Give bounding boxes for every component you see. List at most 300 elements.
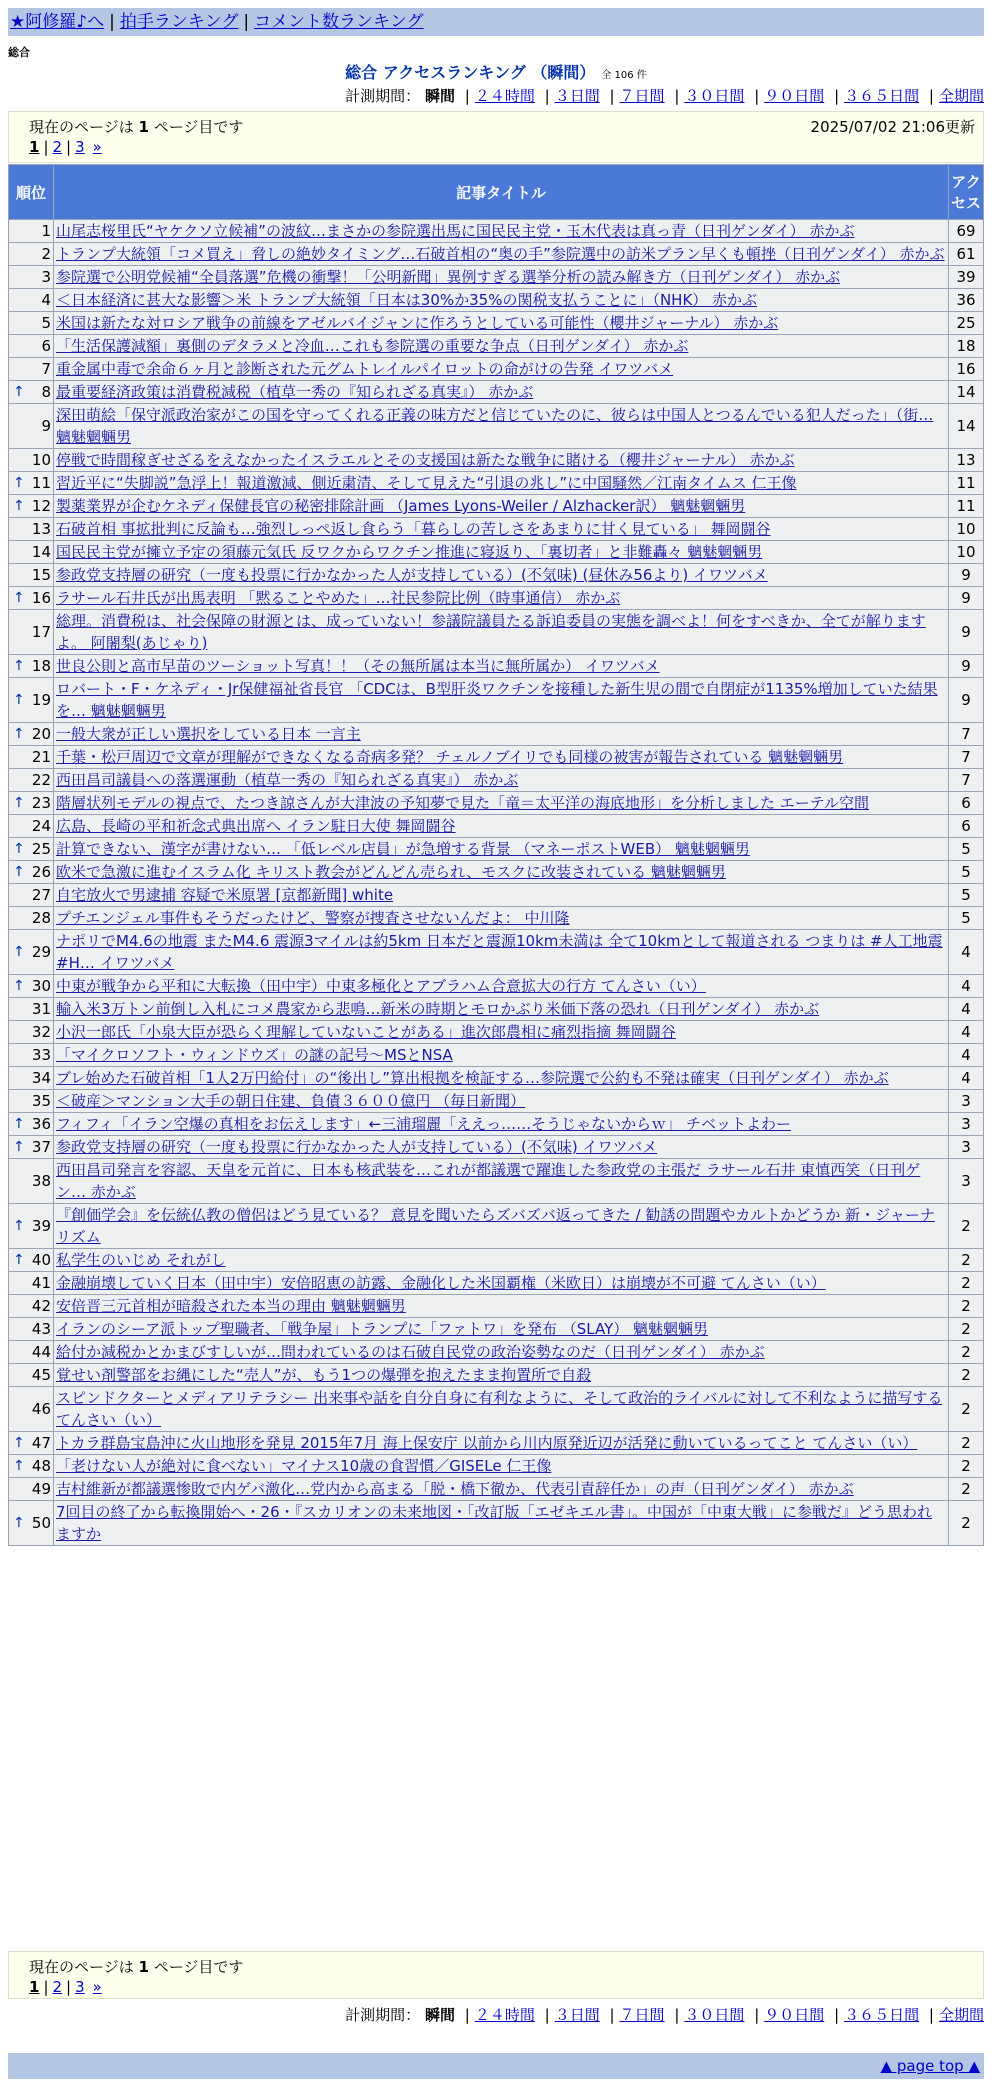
table-row (9, 1501, 983, 1545)
period-all-link[interactable]: 全期間 (938, 87, 984, 105)
rank-cell (9, 335, 53, 357)
category-label: 総合 (8, 46, 30, 59)
rank-cell (9, 678, 53, 722)
access-count: 5 (949, 838, 983, 860)
rank-number: 14 (31, 543, 51, 561)
rank-cell (9, 746, 53, 768)
header-title: 記事タイトル (54, 165, 948, 219)
rank-number: 30 (31, 977, 51, 995)
title-cell (54, 243, 948, 265)
pager-bottom (8, 1951, 984, 1999)
rank-up-arrow-icon: ↑ (13, 498, 25, 514)
access-count: 11 (949, 472, 983, 494)
rank-cell (9, 838, 53, 860)
page-separator: | (66, 138, 72, 156)
period-7d-link[interactable]: ７日間 (619, 87, 665, 105)
article-link[interactable]: 西田昌司発言を容認、天皇を元首に、日本も核武装を…これが都議選で躍進した参政党の主張だ ラサール石井 東慎西笑（日刊ゲン… 赤かぶ (56, 1161, 921, 1201)
table-row (9, 358, 983, 380)
table-row (9, 1455, 983, 1477)
title-cell (54, 746, 948, 768)
title-cell (54, 1249, 948, 1271)
table-row (9, 1364, 983, 1386)
table-row (9, 815, 983, 837)
rank-cell (9, 1295, 53, 1317)
rank-up-arrow-icon: ↑ (13, 944, 25, 960)
access-count: 7 (949, 746, 983, 768)
table-row (9, 335, 983, 357)
updated-timestamp: 2025/07/02 21:06更新 (810, 118, 975, 136)
rank-number: 20 (31, 725, 51, 743)
period-all-link[interactable]: 全期間 (938, 2006, 984, 2024)
period-label: 計測期間： (345, 2006, 421, 2024)
rank-cell (9, 1387, 53, 1431)
rank-cell (9, 1113, 53, 1135)
table-row (9, 884, 983, 906)
article-link[interactable]: ＜破産＞マンション大手の朝日住建、負債３６００億円 （毎日新聞） (56, 1092, 526, 1110)
title-cell (54, 335, 948, 357)
rank-cell (9, 815, 53, 837)
rank-number: 50 (31, 1514, 51, 1532)
title-cell (54, 1136, 948, 1158)
rank-cell (9, 975, 53, 997)
page-1-current: 1 (29, 138, 40, 156)
access-count: 61 (949, 243, 983, 265)
rank-cell (9, 1249, 53, 1271)
title-cell (54, 1113, 948, 1135)
rank-up-arrow-icon: ↑ (13, 658, 25, 674)
rank-cell (9, 358, 53, 380)
rank-cell (9, 1272, 53, 1294)
rank-cell (9, 1067, 53, 1089)
title-cell (54, 884, 948, 906)
period-90d-link[interactable]: ９０日間 (764, 2006, 825, 2024)
article-link[interactable]: 石破首相 事拡批判に反論も…強烈しっぺ返し食らう「暮らしの苦しさをあまりに甘く見ている」 舞岡闘谷 (56, 520, 771, 538)
access-count: 4 (949, 975, 983, 997)
rank-number: 27 (31, 886, 51, 904)
ranking-table-body (9, 220, 983, 1545)
access-count: 3 (949, 1090, 983, 1112)
article-link[interactable]: 深田萌絵「保守派政治家がこの国を守ってくれる正義の味方だと信じていたのに、彼らは中国人とつるんでいる犯人だった」（街… 魑魅魍魎男 (56, 406, 934, 446)
title-cell (54, 404, 948, 448)
rank-number: 48 (31, 1457, 51, 1475)
rank-cell (9, 655, 53, 677)
article-link[interactable]: 自宅放火で男逮捕 容疑で米原署 [京都新聞] white (56, 886, 394, 904)
article-link[interactable]: トランプ大統領「コメ買え」脅しの絶妙タイミング…石破首相の“奥の手”参院選中の訪米プラン早くも頓挫（日刊ゲンダイ） 赤かぶ (56, 245, 945, 263)
access-count: 4 (949, 1044, 983, 1066)
article-link[interactable]: 西田昌司議員への落選運動（植草一秀の『知られざる真実』） 赤かぶ (56, 771, 519, 789)
title-cell (54, 998, 948, 1020)
rank-number: 33 (31, 1046, 51, 1064)
article-link[interactable]: フィフィ「イラン空爆の真相をお伝えします」←三浦瑠麗「ええっ……そうじゃないからｗ」 チベットよわー (56, 1115, 791, 1133)
table-row (9, 472, 983, 494)
current-page-info-bottom (29, 1956, 243, 1977)
rank-cell (9, 1478, 53, 1500)
rank-number: 5 (41, 314, 51, 332)
article-link[interactable]: 国民民主党が擁立予定の須藤元気氏 反ワクからワクチン推進に寝返り、「裏切者」と非難轟々 魑魅魍魎男 (56, 543, 763, 561)
table-row (9, 1432, 983, 1454)
rank-number: 15 (31, 566, 51, 584)
page-separator: | (66, 1978, 72, 1996)
rank-number: 45 (31, 1366, 51, 1384)
rank-number: 41 (31, 1274, 51, 1292)
title-cell (54, 1341, 948, 1363)
rank-up-arrow-icon: ↑ (13, 475, 25, 491)
rank-number: 29 (31, 943, 51, 961)
table-row (9, 518, 983, 540)
access-count: 2 (949, 1341, 983, 1363)
title-cell (54, 1432, 948, 1454)
table-row (9, 975, 983, 997)
table-row (9, 495, 983, 517)
title-cell (54, 930, 948, 974)
period-selector-top (345, 85, 984, 106)
table-row (9, 998, 983, 1020)
rank-cell (9, 587, 53, 609)
rank-number: 10 (31, 451, 51, 469)
access-count: 2 (949, 1272, 983, 1294)
access-count: 4 (949, 1021, 983, 1043)
table-row (9, 1295, 983, 1317)
rank-up-arrow-icon: ↑ (13, 841, 25, 857)
rank-number: 32 (31, 1023, 51, 1041)
table-row (9, 541, 983, 563)
period-24h-link[interactable]: ２４時間 (474, 2006, 535, 2024)
article-link[interactable]: トカラ群島宝島沖に火山地形を発見 2015年7月 海上保安庁 以前から川内原発近辺が活発に動いているってこと てんさい（い） (56, 1434, 918, 1452)
period-separator: | (464, 2006, 470, 2024)
period-90d-link[interactable]: ９０日間 (764, 87, 825, 105)
title-cell (54, 1501, 948, 1545)
period-separator: | (609, 2006, 615, 2024)
article-link[interactable]: 7回目の終了から転換開始へ・26・『スカリオンの未来地図・「改訂版「エゼキエル書」。中国が「中東大戦」に参戦だ』どう思われますか (56, 1503, 932, 1543)
rank-cell (9, 1501, 53, 1545)
access-count: 9 (949, 564, 983, 586)
article-link[interactable]: 最重要経済政策は消費税減税（植草一秀の『知られざる真実』） 赤かぶ (56, 383, 534, 401)
period-3d-link[interactable]: ３日間 (554, 87, 600, 105)
rank-number: 22 (31, 771, 51, 789)
period-24h-link[interactable]: ２４時間 (474, 87, 535, 105)
period-30d-link[interactable]: ３０日間 (684, 87, 745, 105)
rank-up-arrow-icon: ↑ (13, 1116, 25, 1132)
page-title (0, 60, 992, 83)
access-count: 7 (949, 769, 983, 791)
period-3d-link[interactable]: ３日間 (554, 2006, 600, 2024)
next-page-link[interactable]: » (92, 1978, 102, 1996)
title-cell (54, 838, 948, 860)
article-link[interactable]: 小沢一郎氏「小泉大臣が恐らく理解していないことがある」進次郎農相に痛烈指摘 舞岡闘谷 (56, 1023, 676, 1041)
title-cell (54, 541, 948, 563)
period-separator: | (928, 2006, 934, 2024)
title-cell (54, 472, 948, 494)
rank-number: 23 (31, 794, 51, 812)
rank-up-arrow-icon: ↑ (13, 864, 25, 880)
period-30d-link[interactable]: ３０日間 (684, 2006, 745, 2024)
table-row (9, 746, 983, 768)
page-3-link[interactable]: 3 (75, 138, 85, 156)
page-2-link[interactable]: 2 (52, 138, 63, 156)
article-link[interactable]: 欧米で急激に進むイスラム化 キリスト教会がどんどん売られ、モスクに改装されている 魑魅魍魎男 (56, 863, 726, 881)
current-page-info (29, 116, 243, 137)
rank-up-arrow-icon: ↑ (13, 1515, 25, 1531)
rank-cell (9, 1455, 53, 1477)
period-365d-link[interactable]: ３６５日間 (844, 87, 920, 105)
title-cell (54, 266, 948, 288)
rank-number: 47 (31, 1434, 51, 1452)
rank-number: 9 (41, 417, 51, 435)
article-link[interactable]: 「老けない人が絶対に食べない」マイナス10歳の食習慣／GISELe 仁王像 (56, 1457, 552, 1475)
rank-number: 40 (31, 1251, 51, 1269)
clap-ranking-link[interactable]: 拍手ランキング (119, 12, 239, 32)
rank-up-arrow-icon: ↑ (13, 590, 25, 606)
table-row (9, 792, 983, 814)
access-count: 39 (949, 266, 983, 288)
table-row (9, 678, 983, 722)
access-count: 2 (949, 1318, 983, 1340)
article-link[interactable]: イランのシーア派トップ聖職者、「戦争屋」トランプに「ファトワ」を発布 （SLAY） 魑魅魍魎男 (56, 1320, 709, 1338)
table-row (9, 1067, 983, 1089)
article-link[interactable]: 安倍晋三元首相が暗殺された本当の理由 魑魅魍魎男 (56, 1297, 406, 1315)
rank-number: 46 (31, 1400, 51, 1418)
title-cell (54, 975, 948, 997)
article-link[interactable]: 一般大衆が正しい選択をしている日本 一言主 (56, 725, 361, 743)
article-link[interactable]: 『創価学会』を伝統仏教の僧侶はどう見ている？ 意見を聞いたらズバズバ返ってきた / 勧誘の問題やカルトかどうか 新・ジャーナリズム (56, 1206, 935, 1246)
rank-cell (9, 220, 53, 242)
rank-cell (9, 449, 53, 471)
access-count: 4 (949, 1067, 983, 1089)
table-row (9, 769, 983, 791)
page-links-bottom (29, 1978, 102, 1996)
access-count: 5 (949, 884, 983, 906)
title-cell (54, 792, 948, 814)
access-count: 2 (949, 1478, 983, 1500)
rank-cell (9, 861, 53, 883)
rank-up-arrow-icon: ↑ (13, 1458, 25, 1474)
table-row (9, 1318, 983, 1340)
rank-number: 18 (31, 657, 51, 675)
access-count: 11 (949, 495, 983, 517)
rank-number: 16 (31, 589, 51, 607)
table-row (9, 243, 983, 265)
header-rank: 順位 (9, 165, 53, 219)
table-row (9, 1159, 983, 1203)
rank-number: 36 (31, 1115, 51, 1133)
title-cell (54, 861, 948, 883)
rank-number: 8 (41, 383, 51, 401)
table-row (9, 449, 983, 471)
access-count: 3 (949, 1113, 983, 1135)
access-count: 2 (949, 1249, 983, 1271)
title-cell (54, 289, 948, 311)
page-prefix: 現在のページは (29, 118, 134, 136)
access-count: 3 (949, 1159, 983, 1203)
period-separator: | (674, 87, 680, 105)
rank-cell (9, 1044, 53, 1066)
rank-cell (9, 1341, 53, 1363)
rank-up-arrow-icon: ↑ (13, 384, 25, 400)
access-count: 2 (949, 1204, 983, 1248)
access-count: 9 (949, 610, 983, 654)
title-cell (54, 769, 948, 791)
rank-cell (9, 404, 53, 448)
article-link[interactable]: 米国は新たな対ロシア戦争の前線をアゼルバイジャンに作ろうとしている可能性（櫻井ジャーナル） 赤かぶ (56, 314, 779, 332)
rank-up-arrow-icon: ↑ (13, 726, 25, 742)
total-count: 全 106 件 (601, 70, 647, 81)
article-link[interactable]: 中東が戦争から平和に大転換（田中宇）中東多極化とアブラハム合意拡大の行方 てんさい（い） (56, 977, 706, 995)
article-link[interactable]: 世良公則と高市早苗のツーショット写真！！（その無所属は本当に無所属か） イワツバメ (56, 657, 660, 675)
table-row (9, 220, 983, 242)
table-row (9, 266, 983, 288)
page-suffix: ページ目です (153, 1958, 244, 1976)
article-link[interactable]: 「マイクロソフト・ウィンドウズ」の謎の記号〜MSとNSA (56, 1046, 453, 1064)
access-count: 6 (949, 792, 983, 814)
table-row (9, 655, 983, 677)
title-cell (54, 1204, 948, 1248)
title-cell (54, 495, 948, 517)
article-link[interactable]: 金融崩壊していく日本（田中宇）安倍昭恵の訪露、金融化した米国覇権（米欧日）は崩壊が不可避 てんさい（い） (56, 1274, 826, 1292)
article-link[interactable]: 吉村維新が都議選惨敗で内ゲバ激化…党内から高まる「脱・橋下徹か、代表引責辞任か」の声（日刊ゲンダイ） 赤かぶ (56, 1480, 854, 1498)
article-link[interactable]: 総理。消費税は、社会保障の財源とは、成っていない！参議院議員たる訴追委員の実態を調べよ！何をすべきか、全てが解りますよ。 阿闍梨(あじゃり) (56, 612, 926, 652)
table-row (9, 1478, 983, 1500)
period-separator: | (544, 87, 550, 105)
rank-number: 3 (41, 268, 51, 286)
title-cell (54, 564, 948, 586)
rank-cell (9, 564, 53, 586)
rank-number: 25 (31, 840, 51, 858)
rank-cell (9, 930, 53, 974)
table-row (9, 610, 983, 654)
access-count: 10 (949, 541, 983, 563)
table-row (9, 1113, 983, 1135)
period-7d-link[interactable]: ７日間 (619, 2006, 665, 2024)
access-count: 9 (949, 655, 983, 677)
article-link[interactable]: 山尾志桜里氏“ヤケクソ立候補”の波紋…まさかの参院選出馬に国民民主党・玉木代表は真っ青（日刊ゲンダイ） 赤かぶ (56, 222, 855, 240)
title-cell (54, 678, 948, 722)
table-row (9, 838, 983, 860)
article-link[interactable]: 重金属中毒で余命６ヶ月と診断された元グムトレイルパイロットの命がけの告発 イワツバメ (56, 360, 674, 378)
rank-cell (9, 289, 53, 311)
article-link[interactable]: 給付か減税かとかまびすしいが…問われているのは石破自民党の政治姿勢なのだ（日刊ゲンダイ） 赤かぶ (56, 1343, 765, 1361)
ranking-table (8, 164, 984, 1546)
article-link[interactable]: 計算できない、漢字が書けない… 「低レベル店員」が急増する背景 （マネーポストWEB） 魑魅魍魎男 (56, 840, 750, 858)
article-link[interactable]: 「生活保護減額」裏側のデタラメと冷血…これも参院選の重要な争点（日刊ゲンダイ） 赤かぶ (56, 337, 689, 355)
page-prefix: 現在のページは (29, 1958, 134, 1976)
article-link[interactable]: 参政党支持層の研究（一度も投票に行かなかった人が支持している）(不気味) (昼休み56より) イワツバメ (56, 566, 768, 584)
period-separator: | (609, 87, 615, 105)
access-count: 9 (949, 678, 983, 722)
title-cell (54, 1044, 948, 1066)
rank-number: 4 (41, 291, 51, 309)
page-top-link[interactable]: ▲ page top ▲ (880, 2057, 980, 2075)
rank-number: 19 (31, 691, 51, 709)
article-link[interactable]: 参政党支持層の研究（一度も投票に行かなかった人が支持している）(不気味) イワツバメ (56, 1138, 658, 1156)
rank-number: 2 (41, 245, 51, 263)
title-cell (54, 358, 948, 380)
table-row (9, 861, 983, 883)
top-nav-bar (8, 8, 984, 36)
title-cell (54, 1272, 948, 1294)
period-current: 瞬間 (424, 87, 455, 105)
page-separator: | (43, 1978, 49, 1996)
article-link[interactable]: 階層状列モデルの視点で、たつき諒さんが大津波の予知夢で見た「竜＝太平洋の海底地形」を分析しました エーテル空間 (56, 794, 869, 812)
table-row (9, 1044, 983, 1066)
table-row (9, 381, 983, 403)
rank-number: 43 (31, 1320, 51, 1338)
rank-cell (9, 312, 53, 334)
article-link[interactable]: スピンドクターとメディアリテラシー 出来事や話を自分自身に有利なように、そして政治的ライバルに対して不利なように描写する てんさい（い） (56, 1389, 943, 1429)
title-cell (54, 907, 948, 929)
period-separator: | (928, 87, 934, 105)
access-count: 25 (949, 312, 983, 334)
table-row (9, 289, 983, 311)
rank-number: 17 (31, 623, 51, 641)
pager-top (8, 111, 984, 163)
home-link[interactable]: ★阿修羅♪へ (10, 12, 105, 32)
access-count: 14 (949, 404, 983, 448)
page-separator: | (43, 138, 49, 156)
title-cell (54, 1478, 948, 1500)
page-3-link[interactable]: 3 (75, 1978, 85, 1996)
comment-ranking-link[interactable]: コメント数ランキング (254, 12, 424, 32)
article-link[interactable]: プチエンジェル事件もそうだったけど、警察が捜査させないんだよ： 中川隆 (56, 909, 570, 927)
table-row (9, 1387, 983, 1431)
access-count: 3 (949, 1136, 983, 1158)
rank-cell (9, 907, 53, 929)
article-link[interactable]: 広島、長崎の平和祈念式典出席へ イラン駐日大使 舞岡闘谷 (56, 817, 456, 835)
rank-cell (9, 769, 53, 791)
period-separator: | (464, 87, 470, 105)
access-count: 7 (949, 723, 983, 745)
period-365d-link[interactable]: ３６５日間 (844, 2006, 920, 2024)
rank-cell (9, 1021, 53, 1043)
access-count: 9 (949, 587, 983, 609)
article-link[interactable]: 停戦で時間稼ぎせざるをえなかったイスラエルとその支援国は新たな戦争に賭ける（櫻井ジャーナル） 赤かぶ (56, 451, 795, 469)
rank-cell (9, 610, 53, 654)
article-link[interactable]: ロバート・F・ケネディ・Jr保健福祉省長官 「CDCは、B型肝炎ワクチンを接種した新生児の間で自閉症が1135%増加していた結果を… 魑魅魍魎男 (56, 680, 938, 720)
article-link[interactable]: ブレ始めた石破首相「1人2万円給付」の“後出し”算出根拠を検証する…参院選で公約も不発は確実（日刊ゲンダイ） 赤かぶ (56, 1069, 889, 1087)
title-cell (54, 220, 948, 242)
rank-number: 24 (31, 817, 51, 835)
access-count: 6 (949, 815, 983, 837)
period-separator: | (834, 2006, 840, 2024)
bottom-nav-bar (8, 2053, 984, 2079)
article-link[interactable]: ナポリでM4.6の地震 またM4.6 震源3マイルは約5km 日本だと震源10km未満は 全て10kmとして報道される つまりは #人工地震 #H… イワツバメ (56, 932, 943, 972)
next-page-link[interactable]: » (92, 138, 102, 156)
article-link[interactable]: 習近平に“失脚説”急浮上！報道激減、側近粛清、そして見えた“引退の兆し”に中国騒然／江南タイムス 仁王像 (56, 474, 797, 492)
title-cell (54, 587, 948, 609)
rank-up-arrow-icon: ↑ (13, 692, 25, 708)
nav-separator: | (109, 12, 115, 32)
title-cell (54, 381, 948, 403)
title-cell (54, 449, 948, 471)
period-separator: | (834, 87, 840, 105)
title-cell (54, 1295, 948, 1317)
page-2-link[interactable]: 2 (52, 1978, 63, 1996)
article-link[interactable]: ラサール石井氏が出馬表明 「黙ることやめた」…社民参院比例（時事通信） 赤かぶ (56, 589, 621, 607)
rank-number: 35 (31, 1092, 51, 1110)
article-link[interactable]: 覚せい剤警部をお縄にした“売人”が、もう1つの爆弾を抱えたまま拘置所で自殺 (56, 1366, 592, 1384)
period-label: 計測期間： (345, 87, 421, 105)
article-link[interactable]: 輸入米3万トン前倒し入札にコメ農家から悲鳴…新米の時期とモロかぶり米価下落の恐れ（日刊ゲンダイ） 赤かぶ (56, 1000, 820, 1018)
rank-cell (9, 1159, 53, 1203)
rank-cell (9, 1432, 53, 1454)
page-1-current: 1 (29, 1978, 40, 1996)
rank-number: 38 (31, 1172, 51, 1190)
access-count: 5 (949, 861, 983, 883)
article-link[interactable]: ＜日本経済に甚大な影響＞米 トランプ大統領「日本は30%か35%の関税支払うことに」（NHK） 赤かぶ (56, 291, 758, 309)
article-link[interactable]: 千葉・松戸周辺で文章が理解ができなくなる奇病多発？ チェルノブイリでも同様の被害が報告されている 魑魅魍魎男 (56, 748, 844, 766)
article-link[interactable]: 参院選で公明党候補“全員落選”危機の衝撃！「公明新聞」異例すぎる選挙分析の読み解き方（日刊ゲンダイ） 赤かぶ (56, 268, 841, 286)
article-link[interactable]: 私学生のいじめ それがし (56, 1251, 226, 1269)
article-link[interactable]: 製薬業界が企むケネディ保健長官の秘密排除計画 （James Lyons-Weiler / Alzhacker訳） 魑魅魍魎男 (56, 497, 746, 515)
